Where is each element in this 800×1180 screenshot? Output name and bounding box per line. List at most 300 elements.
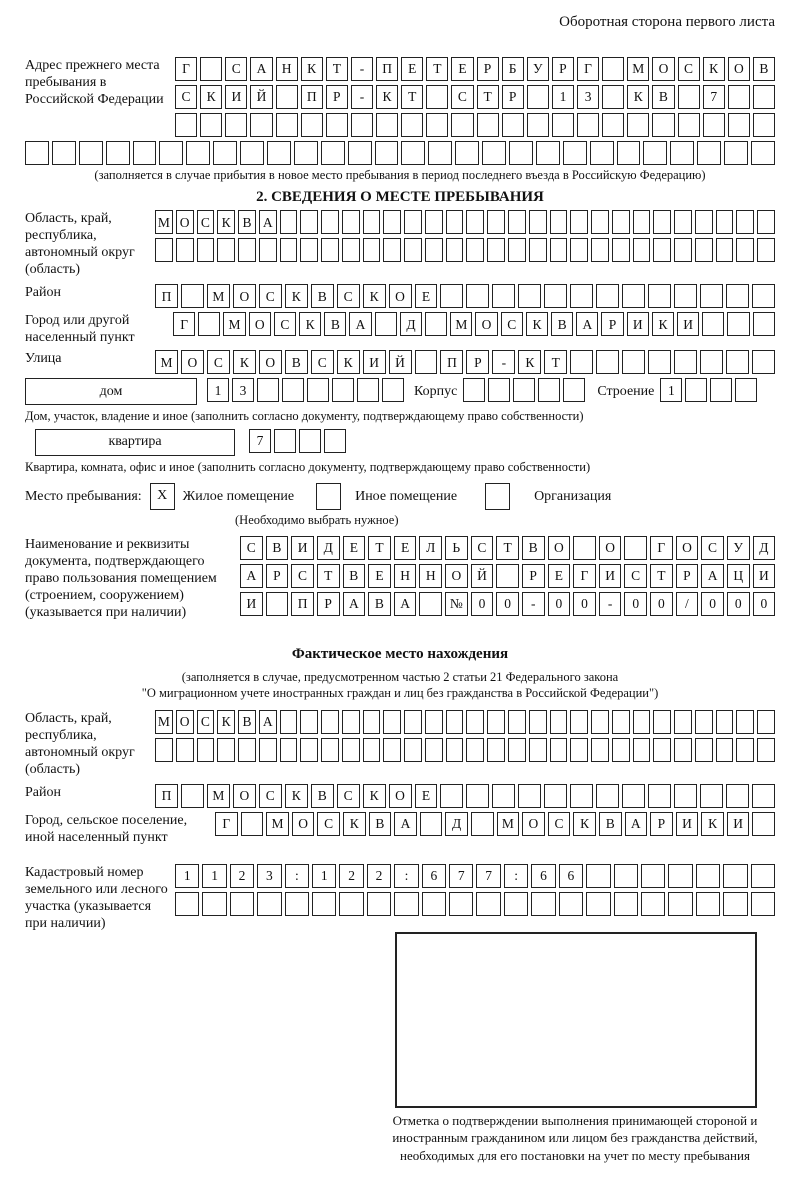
char-cell[interactable]	[181, 784, 204, 808]
char-cell[interactable]	[312, 892, 336, 916]
char-cell[interactable]	[307, 378, 329, 402]
char-cell[interactable]	[502, 113, 524, 137]
char-cell[interactable]	[648, 284, 671, 308]
char-cell[interactable]: О	[233, 284, 256, 308]
char-cell[interactable]: М	[155, 210, 173, 234]
char-cell[interactable]	[622, 784, 645, 808]
char-cell[interactable]	[342, 710, 360, 734]
char-cell[interactable]	[648, 350, 671, 374]
char-cell[interactable]	[716, 210, 734, 234]
char-cell[interactable]: О	[548, 536, 571, 560]
char-cell[interactable]: С	[207, 350, 230, 374]
char-cell[interactable]	[674, 350, 697, 374]
char-cell[interactable]	[633, 238, 651, 262]
char-cell[interactable]	[487, 210, 505, 234]
char-cell[interactable]: Ц	[727, 564, 750, 588]
char-cell[interactable]: Г	[173, 312, 195, 336]
char-cell[interactable]: Н	[419, 564, 442, 588]
char-cell[interactable]	[544, 784, 567, 808]
checkbox-organization[interactable]	[485, 483, 510, 510]
char-cell[interactable]: К	[343, 812, 366, 836]
char-cell[interactable]	[552, 113, 574, 137]
char-cell[interactable]: Г	[573, 564, 596, 588]
char-cell[interactable]: -	[599, 592, 622, 616]
char-cell[interactable]	[596, 784, 619, 808]
char-cell[interactable]	[332, 378, 354, 402]
char-cell[interactable]: У	[727, 536, 750, 560]
char-cell[interactable]	[703, 113, 725, 137]
char-cell[interactable]	[492, 284, 515, 308]
char-cell[interactable]: 6	[422, 864, 446, 888]
char-cell[interactable]: А	[394, 592, 417, 616]
char-cell[interactable]: Р	[466, 350, 489, 374]
char-cell[interactable]	[280, 710, 298, 734]
char-cell[interactable]	[466, 210, 484, 234]
char-cell[interactable]	[426, 113, 448, 137]
char-cell[interactable]	[300, 238, 318, 262]
char-cell[interactable]	[668, 864, 692, 888]
char-cell[interactable]	[342, 738, 360, 762]
char-cell[interactable]: Т	[326, 57, 348, 81]
char-cell[interactable]	[294, 141, 318, 165]
char-cell[interactable]	[716, 238, 734, 262]
char-cell[interactable]: В	[343, 564, 366, 588]
char-cell[interactable]	[342, 238, 360, 262]
char-cell[interactable]	[723, 892, 747, 916]
char-cell[interactable]	[716, 710, 734, 734]
char-cell[interactable]: К	[301, 57, 323, 81]
char-cell[interactable]	[674, 738, 692, 762]
char-cell[interactable]	[596, 284, 619, 308]
char-cell[interactable]	[466, 238, 484, 262]
char-cell[interactable]	[674, 210, 692, 234]
char-cell[interactable]: О	[475, 312, 497, 336]
char-cell[interactable]: Т	[317, 564, 340, 588]
char-cell[interactable]: И	[753, 564, 776, 588]
char-cell[interactable]	[425, 312, 447, 336]
char-cell[interactable]	[425, 738, 443, 762]
char-cell[interactable]	[348, 141, 372, 165]
char-cell[interactable]	[321, 210, 339, 234]
char-cell[interactable]	[527, 85, 549, 109]
char-cell[interactable]	[648, 784, 671, 808]
char-cell[interactable]: А	[394, 812, 417, 836]
char-cell[interactable]: :	[504, 864, 528, 888]
char-cell[interactable]	[670, 141, 694, 165]
char-cell[interactable]	[531, 892, 555, 916]
char-cell[interactable]	[198, 312, 220, 336]
char-cell[interactable]	[415, 350, 438, 374]
char-cell[interactable]	[591, 710, 609, 734]
char-cell[interactable]: Р	[522, 564, 545, 588]
char-cell[interactable]: М	[223, 312, 245, 336]
char-cell[interactable]	[728, 85, 750, 109]
char-cell[interactable]	[471, 812, 494, 836]
char-cell[interactable]: А	[349, 312, 371, 336]
char-cell[interactable]: В	[652, 85, 674, 109]
char-cell[interactable]: 6	[531, 864, 555, 888]
char-cell[interactable]	[570, 238, 588, 262]
char-cell[interactable]	[440, 284, 463, 308]
char-cell[interactable]	[383, 210, 401, 234]
char-cell[interactable]: 3	[257, 864, 281, 888]
char-cell[interactable]	[752, 284, 775, 308]
char-cell[interactable]	[186, 141, 210, 165]
char-cell[interactable]	[529, 210, 547, 234]
char-cell[interactable]	[300, 738, 318, 762]
char-cell[interactable]: О	[292, 812, 315, 836]
char-cell[interactable]	[274, 429, 296, 453]
char-cell[interactable]	[752, 784, 775, 808]
char-cell[interactable]: А	[259, 710, 277, 734]
char-cell[interactable]	[700, 284, 723, 308]
char-cell[interactable]: С	[501, 312, 523, 336]
char-cell[interactable]: В	[599, 812, 622, 836]
char-cell[interactable]: В	[311, 784, 334, 808]
char-cell[interactable]	[383, 238, 401, 262]
char-cell[interactable]	[614, 864, 638, 888]
char-cell[interactable]: Т	[368, 536, 391, 560]
char-cell[interactable]	[133, 141, 157, 165]
char-cell[interactable]: К	[627, 85, 649, 109]
char-cell[interactable]	[685, 378, 707, 402]
char-cell[interactable]: М	[155, 710, 173, 734]
char-cell[interactable]	[653, 738, 671, 762]
char-cell[interactable]	[751, 141, 775, 165]
char-cell[interactable]	[668, 892, 692, 916]
char-cell[interactable]	[200, 113, 222, 137]
char-cell[interactable]: С	[337, 784, 360, 808]
char-cell[interactable]: А	[343, 592, 366, 616]
char-cell[interactable]	[536, 141, 560, 165]
char-cell[interactable]	[476, 892, 500, 916]
char-cell[interactable]: Р	[601, 312, 623, 336]
char-cell[interactable]	[267, 141, 291, 165]
char-cell[interactable]: М	[266, 812, 289, 836]
char-cell[interactable]: В	[266, 536, 289, 560]
char-cell[interactable]	[466, 710, 484, 734]
char-cell[interactable]: -	[351, 57, 373, 81]
char-cell[interactable]: Т	[426, 57, 448, 81]
char-cell[interactable]	[674, 238, 692, 262]
char-cell[interactable]	[404, 238, 422, 262]
char-cell[interactable]: С	[259, 784, 282, 808]
char-cell[interactable]: -	[492, 350, 515, 374]
char-cell[interactable]	[757, 710, 775, 734]
char-cell[interactable]	[240, 141, 264, 165]
char-cell[interactable]: Г	[650, 536, 673, 560]
char-cell[interactable]	[538, 378, 560, 402]
char-cell[interactable]: В	[368, 592, 391, 616]
char-cell[interactable]	[724, 141, 748, 165]
char-cell[interactable]: 1	[552, 85, 574, 109]
char-cell[interactable]	[653, 710, 671, 734]
char-cell[interactable]	[451, 113, 473, 137]
char-cell[interactable]	[726, 350, 749, 374]
char-cell[interactable]	[440, 784, 463, 808]
char-cell[interactable]	[529, 710, 547, 734]
char-cell[interactable]	[508, 210, 526, 234]
char-cell[interactable]	[155, 238, 173, 262]
char-cell[interactable]	[652, 113, 674, 137]
char-cell[interactable]	[751, 864, 775, 888]
char-cell[interactable]	[357, 378, 379, 402]
char-cell[interactable]	[723, 864, 747, 888]
char-cell[interactable]	[696, 892, 720, 916]
char-cell[interactable]	[591, 738, 609, 762]
char-cell[interactable]: В	[324, 312, 346, 336]
char-cell[interactable]	[612, 238, 630, 262]
char-cell[interactable]	[401, 113, 423, 137]
char-cell[interactable]	[695, 210, 713, 234]
char-cell[interactable]	[324, 429, 346, 453]
char-cell[interactable]: Е	[548, 564, 571, 588]
char-cell[interactable]	[446, 238, 464, 262]
char-cell[interactable]: 1	[175, 864, 199, 888]
char-cell[interactable]	[351, 113, 373, 137]
char-cell[interactable]: О	[233, 784, 256, 808]
char-cell[interactable]	[213, 141, 237, 165]
char-cell[interactable]	[257, 378, 279, 402]
char-cell[interactable]	[633, 738, 651, 762]
char-cell[interactable]: Б	[502, 57, 524, 81]
char-cell[interactable]	[106, 141, 130, 165]
char-cell[interactable]	[181, 284, 204, 308]
char-cell[interactable]	[550, 710, 568, 734]
char-cell[interactable]	[280, 210, 298, 234]
char-cell[interactable]	[217, 738, 235, 762]
char-cell[interactable]	[518, 284, 541, 308]
char-cell[interactable]	[633, 710, 651, 734]
char-cell[interactable]	[753, 312, 775, 336]
char-cell[interactable]: С	[197, 710, 215, 734]
char-cell[interactable]: №	[445, 592, 468, 616]
char-cell[interactable]: К	[337, 350, 360, 374]
char-cell[interactable]: Е	[343, 536, 366, 560]
char-cell[interactable]: 7	[703, 85, 725, 109]
char-cell[interactable]	[627, 113, 649, 137]
char-cell[interactable]: 0	[573, 592, 596, 616]
char-cell[interactable]: 0	[624, 592, 647, 616]
char-cell[interactable]: А	[625, 812, 648, 836]
char-cell[interactable]	[736, 210, 754, 234]
char-cell[interactable]: -	[351, 85, 373, 109]
char-cell[interactable]	[573, 536, 596, 560]
char-cell[interactable]	[363, 210, 381, 234]
char-cell[interactable]	[751, 892, 775, 916]
char-cell[interactable]: Н	[394, 564, 417, 588]
char-cell[interactable]	[591, 238, 609, 262]
char-cell[interactable]: Г	[175, 57, 197, 81]
char-cell[interactable]	[404, 738, 422, 762]
char-cell[interactable]	[455, 141, 479, 165]
char-cell[interactable]	[624, 536, 647, 560]
char-cell[interactable]: 0	[548, 592, 571, 616]
char-cell[interactable]: А	[701, 564, 724, 588]
char-cell[interactable]	[425, 238, 443, 262]
char-cell[interactable]	[446, 210, 464, 234]
char-cell[interactable]	[518, 784, 541, 808]
char-cell[interactable]	[79, 141, 103, 165]
char-cell[interactable]: 7	[449, 864, 473, 888]
char-cell[interactable]: А	[259, 210, 277, 234]
char-cell[interactable]: С	[317, 812, 340, 836]
char-cell[interactable]	[477, 113, 499, 137]
char-cell[interactable]: С	[274, 312, 296, 336]
char-cell[interactable]	[280, 238, 298, 262]
char-cell[interactable]	[504, 892, 528, 916]
char-cell[interactable]: И	[225, 85, 247, 109]
char-cell[interactable]	[404, 210, 422, 234]
char-cell[interactable]: К	[701, 812, 724, 836]
char-cell[interactable]	[752, 812, 775, 836]
char-cell[interactable]	[363, 710, 381, 734]
char-cell[interactable]	[716, 738, 734, 762]
char-cell[interactable]: Р	[650, 812, 673, 836]
char-cell[interactable]	[678, 113, 700, 137]
char-cell[interactable]: 7	[249, 429, 271, 453]
char-cell[interactable]: М	[155, 350, 178, 374]
char-cell[interactable]	[446, 710, 464, 734]
char-cell[interactable]	[570, 784, 593, 808]
char-cell[interactable]: О	[652, 57, 674, 81]
char-cell[interactable]	[736, 238, 754, 262]
char-cell[interactable]: У	[527, 57, 549, 81]
char-cell[interactable]: М	[497, 812, 520, 836]
char-cell[interactable]	[678, 85, 700, 109]
char-cell[interactable]	[653, 210, 671, 234]
char-cell[interactable]: Е	[368, 564, 391, 588]
char-cell[interactable]	[695, 238, 713, 262]
char-cell[interactable]: О	[389, 284, 412, 308]
char-cell[interactable]	[563, 378, 585, 402]
char-cell[interactable]: 3	[577, 85, 599, 109]
char-cell[interactable]	[700, 350, 723, 374]
char-cell[interactable]: С	[311, 350, 334, 374]
char-cell[interactable]	[492, 784, 515, 808]
char-cell[interactable]: Й	[389, 350, 412, 374]
char-cell[interactable]	[217, 238, 235, 262]
char-cell[interactable]: С	[225, 57, 247, 81]
char-cell[interactable]	[422, 892, 446, 916]
char-cell[interactable]	[321, 710, 339, 734]
char-cell[interactable]: С	[624, 564, 647, 588]
char-cell[interactable]: М	[207, 284, 230, 308]
char-cell[interactable]: В	[522, 536, 545, 560]
char-cell[interactable]	[257, 892, 281, 916]
char-cell[interactable]: Р	[676, 564, 699, 588]
char-cell[interactable]: Й	[250, 85, 272, 109]
char-cell[interactable]: К	[299, 312, 321, 336]
char-cell[interactable]	[602, 57, 624, 81]
char-cell[interactable]	[710, 378, 732, 402]
char-cell[interactable]: 2	[230, 864, 254, 888]
char-cell[interactable]: Р	[266, 564, 289, 588]
char-cell[interactable]: -	[522, 592, 545, 616]
char-cell[interactable]: С	[337, 284, 360, 308]
char-cell[interactable]: Л	[419, 536, 442, 560]
char-cell[interactable]	[466, 784, 489, 808]
char-cell[interactable]: О	[522, 812, 545, 836]
char-cell[interactable]	[590, 141, 614, 165]
char-cell[interactable]: А	[576, 312, 598, 336]
char-cell[interactable]	[641, 864, 665, 888]
char-cell[interactable]: К	[573, 812, 596, 836]
char-cell[interactable]: Г	[215, 812, 238, 836]
char-cell[interactable]	[586, 892, 610, 916]
char-cell[interactable]	[375, 141, 399, 165]
char-cell[interactable]	[728, 113, 750, 137]
char-cell[interactable]	[617, 141, 641, 165]
char-cell[interactable]: К	[217, 710, 235, 734]
char-cell[interactable]: А	[240, 564, 263, 588]
char-cell[interactable]: Д	[753, 536, 776, 560]
char-cell[interactable]	[641, 892, 665, 916]
char-cell[interactable]	[550, 738, 568, 762]
char-cell[interactable]: :	[285, 864, 309, 888]
char-cell[interactable]: С	[259, 284, 282, 308]
char-cell[interactable]: 0	[727, 592, 750, 616]
char-cell[interactable]: 3	[232, 378, 254, 402]
char-cell[interactable]	[586, 864, 610, 888]
char-cell[interactable]	[466, 284, 489, 308]
char-cell[interactable]: Д	[317, 536, 340, 560]
char-cell[interactable]	[550, 238, 568, 262]
char-cell[interactable]	[726, 784, 749, 808]
char-cell[interactable]	[487, 738, 505, 762]
char-cell[interactable]	[674, 710, 692, 734]
char-cell[interactable]	[326, 113, 348, 137]
char-cell[interactable]	[577, 113, 599, 137]
char-cell[interactable]: М	[627, 57, 649, 81]
char-cell[interactable]: К	[703, 57, 725, 81]
char-cell[interactable]	[674, 784, 697, 808]
char-cell[interactable]	[259, 738, 277, 762]
char-cell[interactable]: И	[599, 564, 622, 588]
char-cell[interactable]	[428, 141, 452, 165]
char-cell[interactable]	[300, 710, 318, 734]
char-cell[interactable]	[238, 238, 256, 262]
char-cell[interactable]	[527, 113, 549, 137]
char-cell[interactable]: П	[376, 57, 398, 81]
char-cell[interactable]: П	[440, 350, 463, 374]
char-cell[interactable]	[508, 710, 526, 734]
char-cell[interactable]: 0	[753, 592, 776, 616]
char-cell[interactable]	[155, 738, 173, 762]
char-cell[interactable]	[596, 350, 619, 374]
char-cell[interactable]	[367, 892, 391, 916]
char-cell[interactable]	[570, 738, 588, 762]
char-cell[interactable]	[653, 238, 671, 262]
char-cell[interactable]: О	[389, 784, 412, 808]
char-cell[interactable]	[487, 238, 505, 262]
char-cell[interactable]: Д	[400, 312, 422, 336]
char-cell[interactable]	[383, 710, 401, 734]
char-cell[interactable]	[175, 892, 199, 916]
char-cell[interactable]: В	[551, 312, 573, 336]
char-cell[interactable]: М	[207, 784, 230, 808]
checkbox-other-premise[interactable]	[316, 483, 341, 510]
char-cell[interactable]: 1	[202, 864, 226, 888]
char-cell[interactable]	[753, 113, 775, 137]
char-cell[interactable]: В	[311, 284, 334, 308]
char-cell[interactable]	[735, 378, 757, 402]
char-cell[interactable]: 0	[650, 592, 673, 616]
char-cell[interactable]	[321, 238, 339, 262]
char-cell[interactable]: П	[155, 784, 178, 808]
char-cell[interactable]	[276, 113, 298, 137]
char-cell[interactable]: Р	[552, 57, 574, 81]
